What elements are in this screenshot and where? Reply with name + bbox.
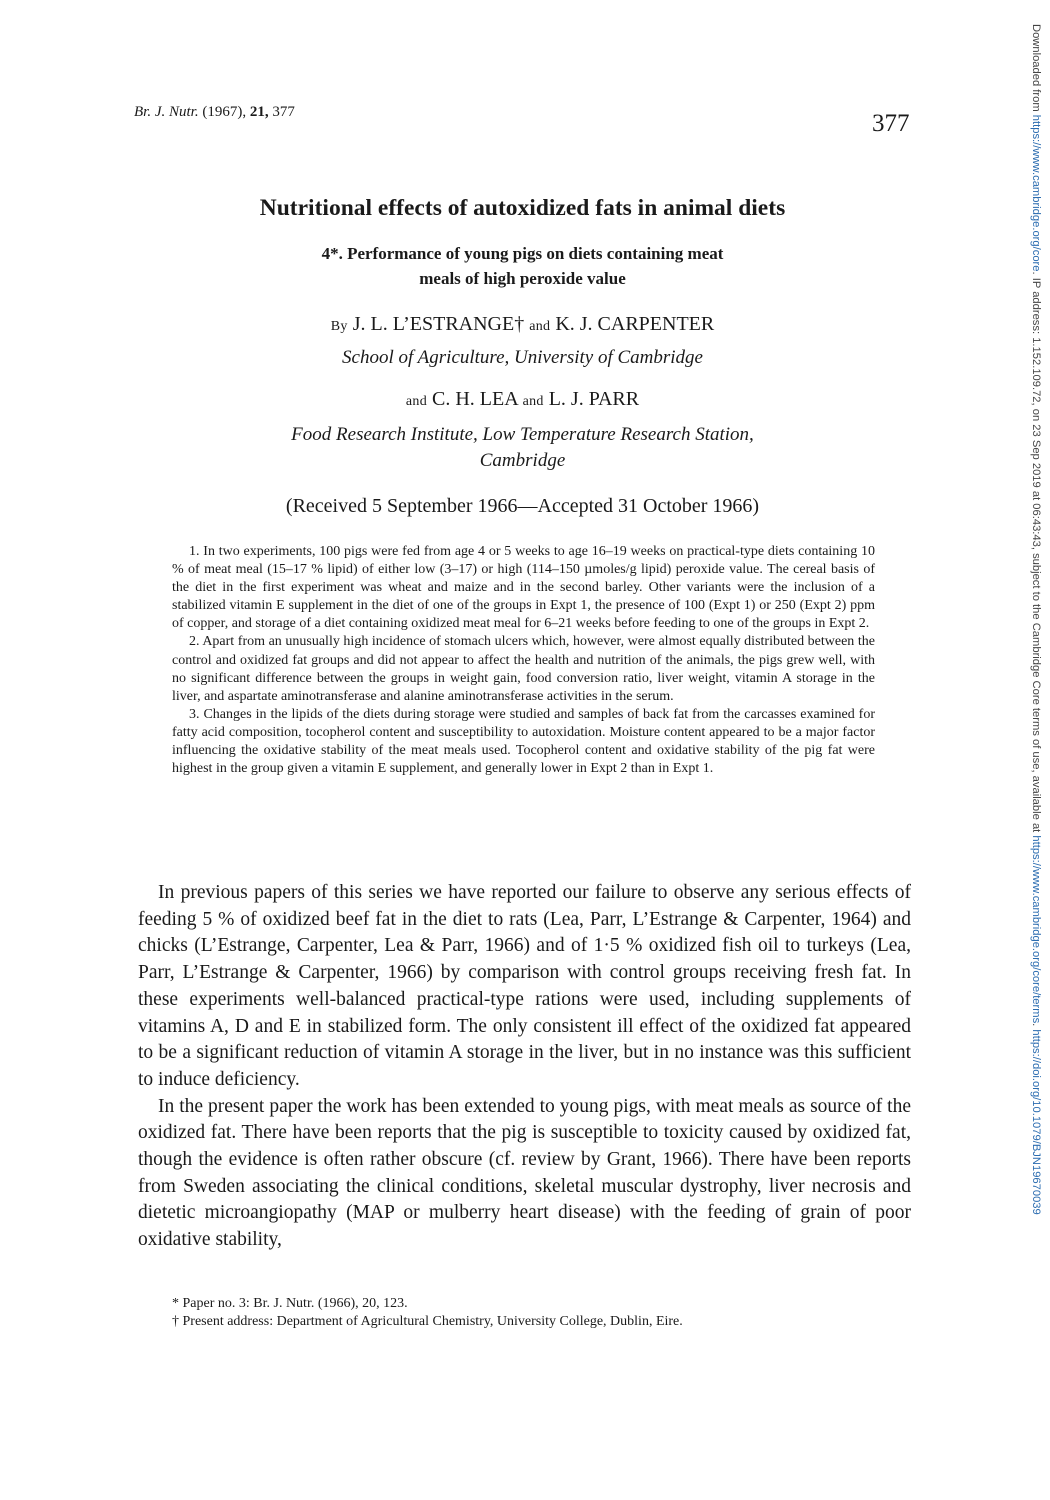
abstract-paragraph: 1. In two experiments, 100 pigs were fed from age 4 or 5 weeks to age 16–19 weeks on practical-type diets containing 10 % of meat meal (15–17 % lipid) of either low (3–17) or high (114–150 µmoles/g lipid) peroxide value. The cereal basis of the diet in the first experiment was wheat and maize and in the second barley. Other variants were the inclusion of a stabilized vitamin E supplement in the diet of one of the groups in Expt 1, the presence of 100 (Expt 1) or 250 (Expt 2) ppm of copper, and storage of a diet containing oxidized meat meal for 6–21 weeks before feeding to one of the groups in Expt 2. [172,544,875,632]
body-text [138,880,911,1254]
terms-link[interactable]: https://www.cambridge.org/core/terms [1030,835,1042,1024]
journal-abbrev: Br. J. Nutr. [134,104,199,120]
journal-page: 377 [272,104,295,120]
doi-link[interactable]: https://doi.org/10.1079/BJN19670039 [1030,1029,1042,1215]
author-parr: L. J. PARR [548,388,640,410]
abstract [172,543,875,778]
watermark-prefix: Downloaded from [1030,24,1042,115]
subtitle-line-1: 4*. Performance of young pigs on diets containing meat [321,244,724,263]
author-lestrange: J. L. L’ESTRANGE† [352,313,525,335]
running-header [134,104,295,121]
abstract-paragraph: 2. Apart from an unusually high incidence of stomach ulcers which, however, were almost equally distributed between the control and oxidized fat groups and did not appear to affect the health and nutrition of the animals, the pigs grew well, with no significant difference between the groups in weight gain, food conversion ratio, liver weight, vitamin A storage in the liver, and aspartate aminotransferase and alanine aminotransferase activities in the serum. [172,634,875,704]
page-number: 377 [872,110,910,137]
authors-group-2 [0,388,1045,411]
authors-group-1 [0,313,1045,336]
download-watermark [1028,24,1044,1454]
affiliation-1: School of Agriculture, University of Cambridge [342,347,703,368]
body-paragraph: In the present paper the work has been extended to young pigs, with meat meals as source of the oxidized fat. There have been reports that the pig is susceptible to toxicity caused by oxidized fat, though the evidence is often rather obscure (cf. review by Grant, 1966). There have been reports from Sweden associating the clinical conditions, skeletal muscular dystrophy, liver necrosis and dietetic microangiopathy (MAP or mulberry heart disease) with the feeding of grain of poor oxidative stability, [138,1095,911,1251]
watermark-sep: . [1030,1023,1042,1030]
article-title: Nutritional effects of autoxidized fats in animal diets [259,195,786,221]
received-dates: (Received 5 September 1966—Accepted 31 October 1966) [285,495,760,517]
article-subtitle [0,241,1045,291]
and-word: and [522,394,544,409]
subtitle-line-2: meals of high peroxide value [419,269,626,288]
affiliation-2-line-1: Food Research Institute, Low Temperature Research Station, [291,424,754,445]
journal-year: (1967), [202,104,247,120]
journal-volume: 21, [249,104,269,120]
and-word: and [529,319,551,334]
footnote: † Present address: Department of Agricultural Chemistry, University College, Dublin, Eire. [172,1314,683,1329]
footnote: * Paper no. 3: Br. J. Nutr. (1966), 20, 123. [172,1296,408,1311]
abstract-paragraph: 3. Changes in the lipids of the diets during storage were studied and samples of back fat from the carcasses examined for fatty acid composition, tocopherol content and susceptibility to autoxidation. Moisture content appeared to be a major factor influencing the oxidative stability of the meat meals used. Tocopherol content and oxidative stability of the pig fat were highest in the group given a vitamin E supplement, and generally lower in Expt 2 than in Expt 1. [172,706,875,777]
author-lea: C. H. LEA [432,388,518,410]
by-word: By [330,319,348,334]
affiliation-2-line-2: Cambridge [479,450,566,471]
core-link[interactable]: https://www.cambridge.org/core [1030,114,1042,272]
author-carpenter: K. J. CARPENTER [555,313,715,335]
body-paragraph: In previous papers of this series we have reported our failure to observe any serious effects of feeding 5 % of oxidized beef fat in the diet to rats (Lea, Parr, L’Estrange & Carpenter, 1964) and chicks (L’Estrange, Carpenter, Lea & Parr, 1966) and of 1·5 % oxidized fish oil to turkeys (Lea, Parr, L’Estrange & Carpenter, 1966) by comparison with control groups receiving fresh fat. In these experiments well-balanced practical-type rations were used, including supplements of vitamins A, D and E in stabilized form. The only consistent ill effect of the oxidized fat appeared to be a significant reduction of vitamin A storage in the liver, but in no instance was this sufficient to induce deficiency. [138,882,911,1090]
watermark-middle: . IP address: 1.152.109.72, on 23 Sep 2019 at 06:43:43, subject to the Cambridge Core terms of use, available at [1030,271,1042,836]
and-word: and [405,394,427,409]
affiliation-2 [0,422,1045,474]
footnotes [172,1295,912,1331]
